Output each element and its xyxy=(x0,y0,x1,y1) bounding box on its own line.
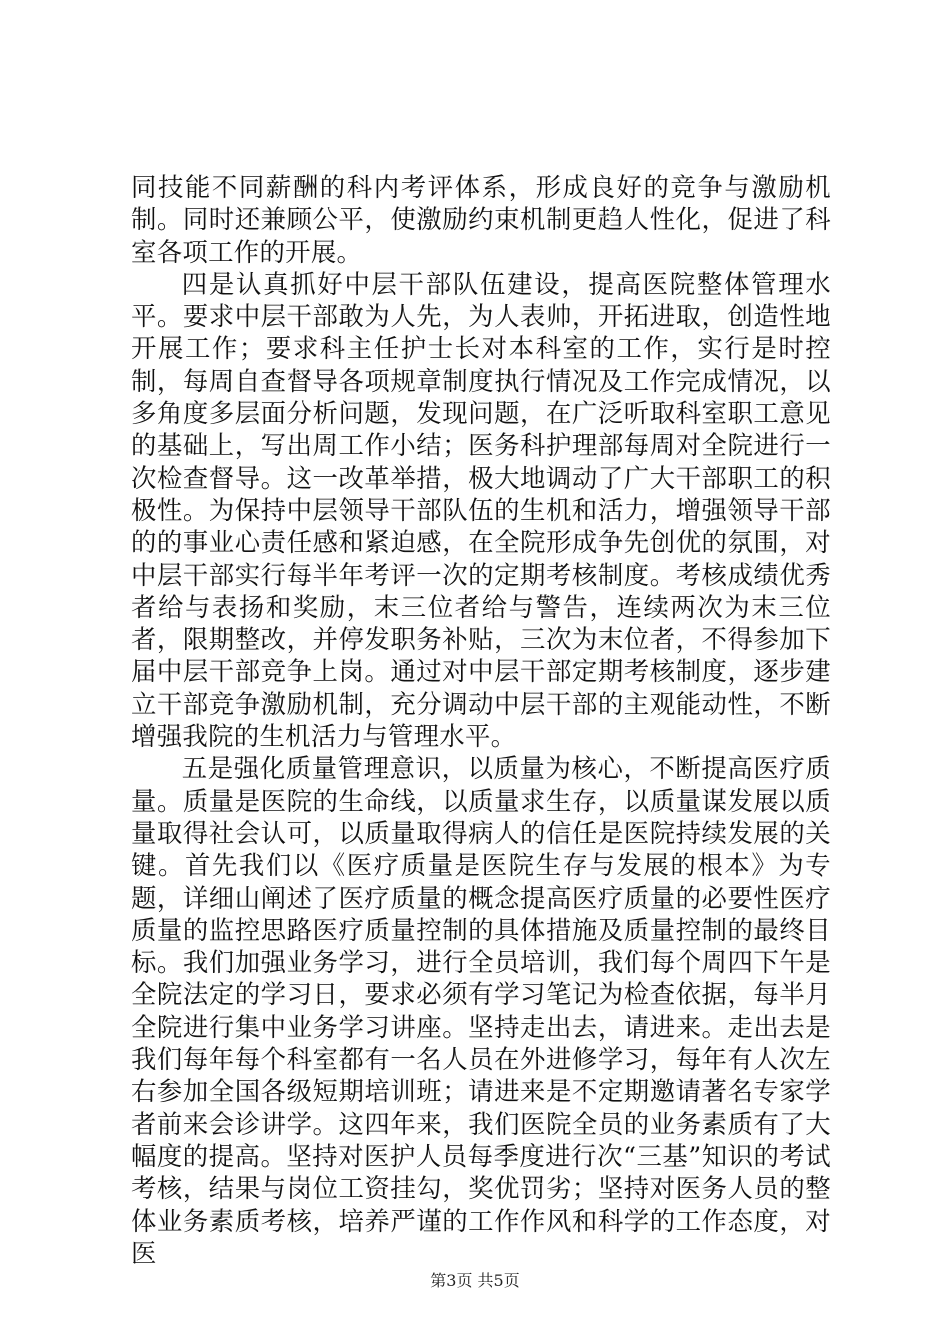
paragraph-2: 四是认真抓好中层干部队伍建设，提高医院整体管理水平。要求中层干部敢为人先，为人表帅，开拓进取，创造性地开展工作；要求科主任护士长对本科室的工作，实行是时控制，每周自查督导各项规章制度执行情况及工作完成情况，以多角度多层面分析问题，发现问题，在广泛听取科室职工意见的基础上，写出周工作小结；医务科护理部每周对全院进行一次检查督导。这一改革举措，极大地调动了广大干部职工的积极性。为保持中层领导干部队伍的生机和活力，增强领导干部的的事业心责任感和紧迫感，在全院形成争先创优的氛围，对中层干部实行每半年考评一次的定期考核制度。考核成绩优秀者给与表扬和奖励，末三位者给与警告，连续两次为末三位者，限期整改，并停发职务补贴，三次为末位者，不得参加下届中层干部竞争上岗。通过对中层干部定期考核制度，逐步建立干部竞争激励机制，充分调动中层干部的主观能动性，不断增强我院的生机活力与管理水平。 xyxy=(131,268,831,752)
paragraph-1: 同技能不同薪酬的科内考评体系，形成良好的竞争与激励机制。同时还兼顾公平，使激励约束机制更趋人性化，促进了科室各项工作的开展。 xyxy=(131,172,831,267)
page-number-footer: 第3页 共5页 xyxy=(430,1271,520,1290)
paragraph-3: 五是强化质量管理意识，以质量为核心，不断提高医疗质量。质量是医院的生命线，以质量求生存，以质量谋发展以质量取得社会认可，以质量取得病人的信任是医院持续发展的关键。首先我们以《医疗质量是医院生存与发展的根本》为专题，详细山阐述了医疗质量的概念提高医疗质量的必要性医疗质量的监控思路医疗质量控制的具体措施及质量控制的最终目标。我们加强业务学习，进行全员培训，我们每个周四下午是全院法定的学习日，要求必须有学习笔记为检查依据，每半月全院进行集中业务学习讲座。坚持走出去，请进来。走出去是我们每年每个科室都有一名人员在外进修学习，每年有人次左右参加全国各级短期培训班；请进来是不定期邀请著名专家学者前来会诊讲学。这四年来，我们医院全员的业务素质有了大幅度的提高。坚持对医护人员每季度进行次“三基”知识的考试考核，结果与岗位工资挂勾，奖优罚劣；坚持对医务人员的整体业务素质考核，培养严谨的工作作风和科学的工作态度，对医 xyxy=(131,753,831,1268)
document-body xyxy=(131,171,831,1269)
